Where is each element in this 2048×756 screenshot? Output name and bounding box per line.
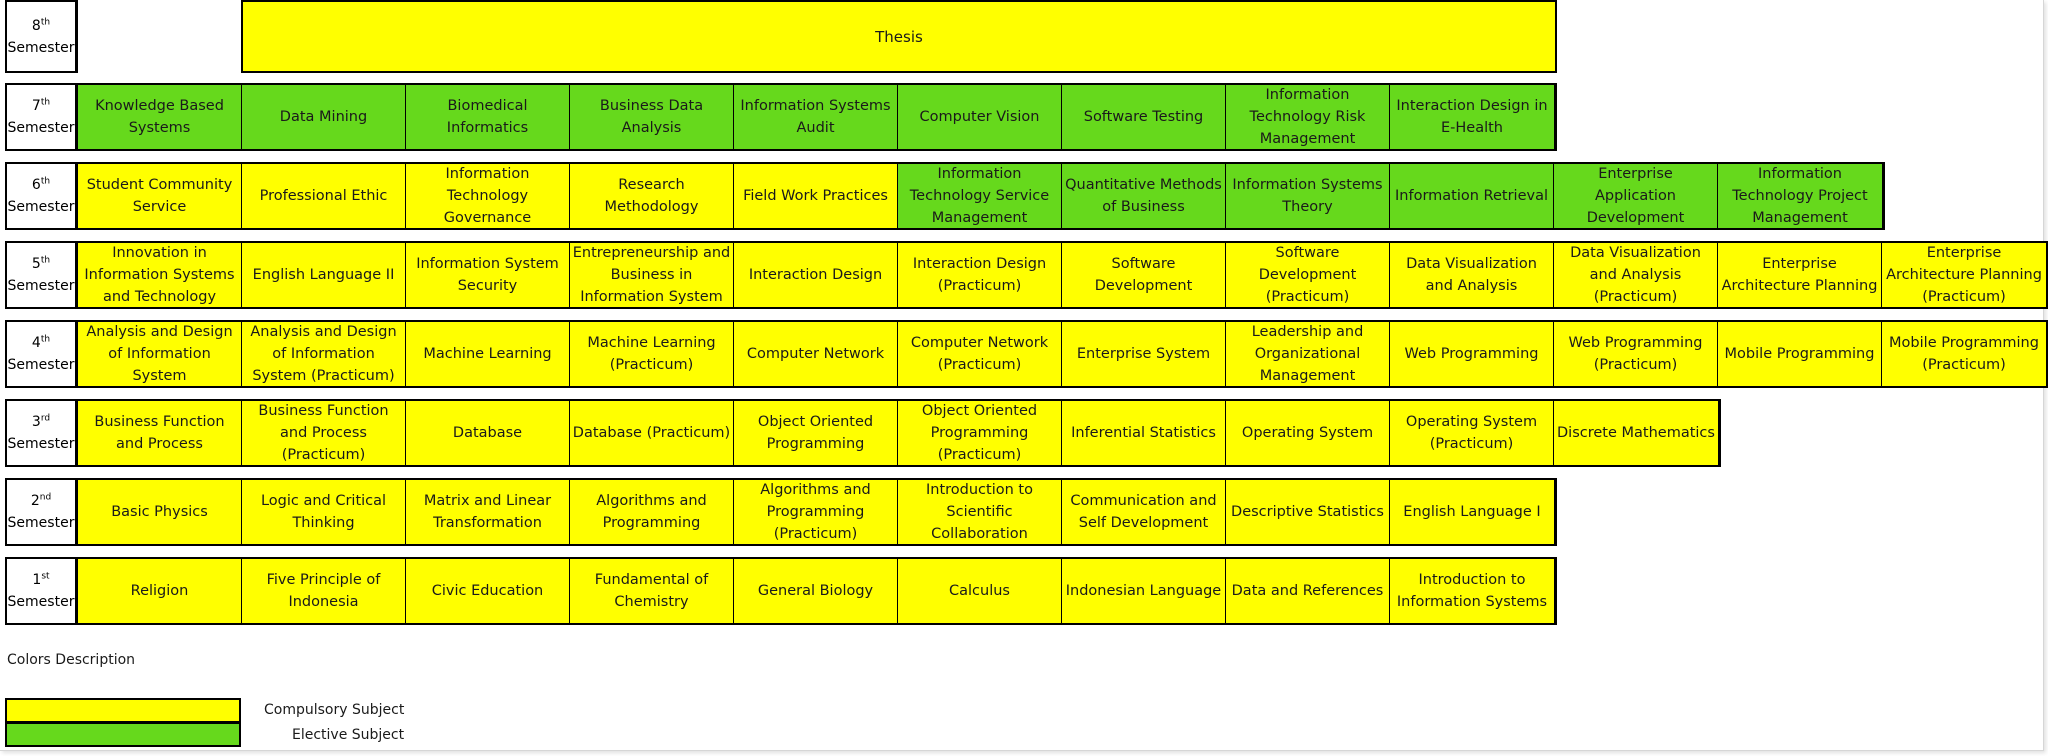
elective-course-cell: Enterprise Application Development — [1554, 164, 1718, 228]
compulsory-course-cell: Business Function and Process (Practicum) — [242, 401, 406, 465]
semester-label — [5, 162, 78, 230]
semester-ordinal: th — [40, 334, 51, 345]
semester-word: Semester — [7, 278, 75, 294]
compulsory-course-cell: English Language II — [242, 243, 406, 307]
compulsory-course-cell: Enterprise System — [1062, 322, 1226, 386]
semester-word: Semester — [7, 357, 75, 373]
course-row — [78, 241, 2048, 309]
compulsory-course-cell: Professional Ethic — [242, 164, 406, 228]
compulsory-course-cell: Interaction Design — [734, 243, 898, 307]
compulsory-course-cell: Object Oriented Programming — [734, 401, 898, 465]
semester-ordinal: th — [40, 16, 51, 27]
compulsory-course-cell: Fundamental of Chemistry — [570, 559, 734, 623]
semester-ordinal: st — [41, 571, 50, 582]
compulsory-course-cell: Enterprise Architecture Planning (Practicum) — [1882, 243, 2046, 307]
compulsory-course-cell: Software Development (Practicum) — [1226, 243, 1390, 307]
course-row — [78, 478, 1557, 546]
semester-word: Semester — [7, 199, 75, 215]
semester-number: 7 — [31, 98, 41, 114]
semester-label — [5, 557, 78, 625]
compulsory-course-cell: Operating System (Practicum) — [1390, 401, 1554, 465]
compulsory-course-cell: Religion — [78, 559, 242, 623]
compulsory-course-cell: Descriptive Statistics — [1226, 480, 1390, 544]
semester-label — [5, 83, 78, 151]
compulsory-course-cell: Basic Physics — [78, 480, 242, 544]
compulsory-course-cell: Leadership and Organizational Management — [1226, 322, 1390, 386]
semester-label — [5, 0, 78, 73]
compulsory-course-cell: Logic and Critical Thinking — [242, 480, 406, 544]
semester-label — [5, 241, 78, 309]
course-row — [78, 83, 1557, 151]
compulsory-course-cell: Data and References — [1226, 559, 1390, 623]
course-row — [78, 557, 1557, 625]
compulsory-course-cell: Interaction Design (Practicum) — [898, 243, 1062, 307]
compulsory-course-cell: Innovation in Information Systems and Technology — [78, 243, 242, 307]
semester-ordinal: th — [40, 97, 51, 108]
compulsory-course-cell: Civic Education — [406, 559, 570, 623]
semester-word: Semester — [7, 515, 75, 531]
compulsory-course-cell: Computer Network (Practicum) — [898, 322, 1062, 386]
compulsory-course-cell: Entrepreneurship and Business in Information System — [570, 243, 734, 307]
elective-course-cell: Information Retrieval — [1390, 164, 1554, 228]
compulsory-label: Compulsory Subject — [264, 702, 405, 718]
semester-number: 5 — [31, 256, 41, 272]
semester-label — [5, 478, 78, 546]
compulsory-course-cell: Information System Security — [406, 243, 570, 307]
compulsory-course-cell: Inferential Statistics — [1062, 401, 1226, 465]
semester-word: Semester — [7, 39, 75, 56]
semester-label — [5, 399, 78, 467]
semester-ordinal: th — [40, 255, 51, 266]
semester-word: Semester — [7, 594, 75, 610]
compulsory-course-cell: Mobile Programming (Practicum) — [1882, 322, 2046, 386]
compulsory-course-cell: Field Work Practices — [734, 164, 898, 228]
elective-label: Elective Subject — [292, 727, 405, 743]
elective-course-cell: Software Testing — [1062, 85, 1226, 149]
elective-swatch — [5, 722, 241, 747]
semester-number: 1 — [32, 572, 42, 588]
compulsory-course-cell: General Biology — [734, 559, 898, 623]
semester-word: Semester — [7, 120, 75, 136]
compulsory-course-cell: Discrete Mathematics — [1554, 401, 1718, 465]
semester-number: 4 — [31, 335, 41, 351]
compulsory-course-cell: Object Oriented Programming (Practicum) — [898, 401, 1062, 465]
compulsory-course-cell: Machine Learning — [406, 322, 570, 386]
semester-number: 3 — [31, 414, 41, 430]
compulsory-course-cell: Machine Learning (Practicum) — [570, 322, 734, 386]
compulsory-course-cell: Indonesian Language — [1062, 559, 1226, 623]
compulsory-swatch — [5, 698, 241, 723]
compulsory-course-cell: English Language I — [1390, 480, 1554, 544]
compulsory-course-cell: Computer Network — [734, 322, 898, 386]
elective-course-cell: Information Systems Audit — [734, 85, 898, 149]
semester-number: 8 — [31, 17, 41, 34]
semester-ordinal: th — [40, 176, 51, 187]
compulsory-course-cell: Communication and Self Development — [1062, 480, 1226, 544]
elective-course-cell: Interaction Design in E-Health — [1390, 85, 1554, 149]
course-row — [78, 320, 2048, 388]
compulsory-course-cell: Operating System — [1226, 401, 1390, 465]
elective-course-cell: Business Data Analysis — [570, 85, 734, 149]
compulsory-course-cell: Business Function and Process — [78, 401, 242, 465]
elective-course-cell: Data Mining — [242, 85, 406, 149]
compulsory-course-cell: Web Programming (Practicum) — [1554, 322, 1718, 386]
compulsory-course-cell: Analysis and Design of Information System — [78, 322, 242, 386]
elective-course-cell: Quantitative Methods of Business — [1062, 164, 1226, 228]
compulsory-course-cell: Student Community Service — [78, 164, 242, 228]
compulsory-course-cell: Database — [406, 401, 570, 465]
compulsory-course-cell: Algorithms and Programming — [570, 480, 734, 544]
course-row — [78, 162, 1885, 230]
compulsory-course-cell: Introduction to Information Systems — [1390, 559, 1554, 623]
semester-word: Semester — [7, 436, 75, 452]
course-row — [78, 399, 1721, 467]
semester-number: 2 — [30, 493, 40, 509]
compulsory-course-cell: Information Technology Governance — [406, 164, 570, 228]
compulsory-course-cell: Research Methodology — [570, 164, 734, 228]
compulsory-course-cell: Mobile Programming — [1718, 322, 1882, 386]
elective-course-cell: Information Systems Theory — [1226, 164, 1390, 228]
elective-course-cell: Knowledge Based Systems — [78, 85, 242, 149]
compulsory-course-cell: Database (Practicum) — [570, 401, 734, 465]
semester-ordinal: nd — [39, 492, 52, 503]
compulsory-course-cell: Algorithms and Programming (Practicum) — [734, 480, 898, 544]
thesis-cell: Thesis — [241, 0, 1557, 73]
elective-course-cell: Computer Vision — [898, 85, 1062, 149]
compulsory-course-cell: Analysis and Design of Information System (Practicum) — [242, 322, 406, 386]
compulsory-course-cell: Five Principle of Indonesia — [242, 559, 406, 623]
elective-course-cell: Information Technology Project Management — [1718, 164, 1882, 228]
compulsory-course-cell: Matrix and Linear Transformation — [406, 480, 570, 544]
elective-course-cell: Information Technology Service Management — [898, 164, 1062, 228]
semester-number: 6 — [31, 177, 41, 193]
compulsory-course-cell: Introduction to Scientific Collaboration — [898, 480, 1062, 544]
compulsory-course-cell: Software Development — [1062, 243, 1226, 307]
elective-course-cell: Biomedical Informatics — [406, 85, 570, 149]
compulsory-course-cell: Data Visualization and Analysis (Practicum) — [1554, 243, 1718, 307]
elective-course-cell: Information Technology Risk Management — [1226, 85, 1390, 149]
compulsory-course-cell: Enterprise Architecture Planning — [1718, 243, 1882, 307]
compulsory-course-cell: Web Programming — [1390, 322, 1554, 386]
compulsory-course-cell: Calculus — [898, 559, 1062, 623]
compulsory-course-cell: Data Visualization and Analysis — [1390, 243, 1554, 307]
semester-ordinal: rd — [40, 413, 51, 424]
semester-label — [5, 320, 78, 388]
legend-title: Colors Description — [7, 652, 136, 668]
